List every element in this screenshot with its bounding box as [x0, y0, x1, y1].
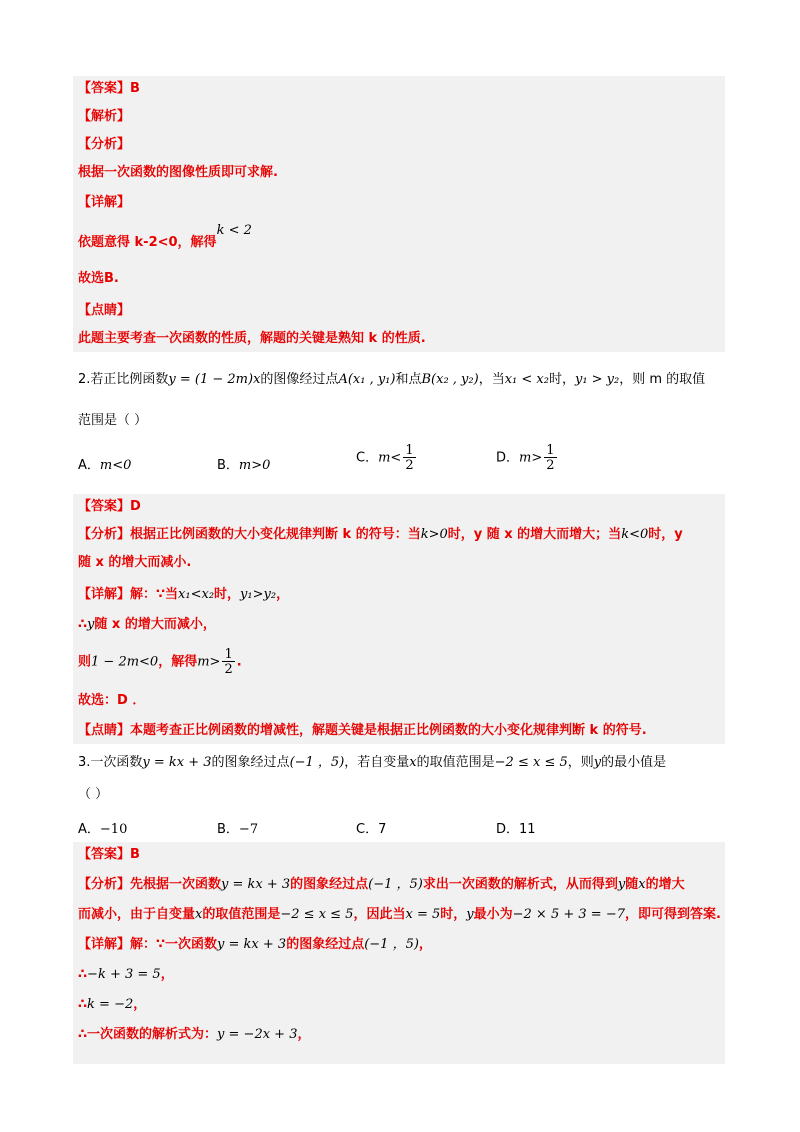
q3-option-b-value: −7	[238, 822, 259, 837]
q2-fenxi-a: 【分析】根据正比例函数的大小变化规律判断 k 的符号：当	[78, 527, 421, 542]
q2-l2-m: y	[87, 617, 95, 632]
q2-l3-m2: m>	[197, 654, 221, 670]
q2-option-b-math: m>0	[238, 458, 271, 473]
q2-stem-line2: 范围是（ ）	[78, 413, 148, 428]
q2-l3-fraction	[222, 648, 234, 676]
q3-stem-c: ，若自变量	[344, 755, 410, 770]
q2-fenxi-line1	[78, 526, 683, 544]
q2-xiangjie-b: 时，	[214, 587, 241, 602]
q2-stem-d: ，当	[478, 372, 505, 387]
q3-l3-b: ，	[133, 997, 147, 1012]
q2-l3-num: 1	[224, 647, 233, 662]
q2-stem-math2: A(x₁ , y₁)	[338, 372, 396, 387]
q3-stem-m1: y = kx + 3	[142, 755, 212, 770]
q2-stem-math5: y₁ > y₂	[574, 372, 620, 387]
q2-option-c	[356, 444, 418, 472]
q2-option-b-letter: B．	[217, 458, 239, 473]
q2-stem-a: 2.若正比例函数	[78, 372, 169, 387]
q2-answer: 【答案】D	[78, 499, 141, 514]
q2-l2-a: ∴	[78, 617, 88, 632]
q3-fenxi2-d: 时，	[440, 907, 467, 922]
q3-fenxi2-m1: x	[195, 907, 203, 922]
q3-fenxi2-m5: −2 × 5 + 3 = −7	[512, 907, 625, 922]
q3-xiangjie-line4	[78, 1026, 311, 1044]
q3-l4-m: y = −2x + 3	[217, 1027, 298, 1042]
q2-fenxi-m1: k>0	[420, 527, 448, 542]
q1-xiangjie-math: k < 2	[216, 223, 252, 238]
q2-option-a	[78, 454, 131, 473]
q2-dianjing: 【点睛】本题考查正比例函数的增减性，解题关键是根据正比例函数的大小变化规律判断 k 的符号.	[78, 723, 647, 738]
q3-xiangjie-m2: (−1 ，5)	[364, 937, 419, 952]
q3-fenxi2-e: 最小为	[473, 907, 513, 922]
q2-option-d-fraction	[544, 444, 556, 472]
q3-fenxi2-b: 的取值范围是	[202, 907, 281, 922]
q1-dianjing-heading: 【点睛】	[78, 303, 131, 318]
q3-fenxi-b: 的图象经过点	[290, 877, 369, 892]
q3-fenxi-a: 【分析】先根据一次函数	[78, 877, 222, 892]
q2-option-c-letter: C．	[356, 450, 379, 466]
q3-fenxi2-m2: −2 ≤ x ≤ 5	[280, 907, 354, 922]
q1-answer: 【答案】B	[78, 81, 140, 96]
q1-choice: 故选B.	[78, 271, 119, 286]
q3-fenxi2-c: ，因此当	[353, 907, 406, 922]
q2-option-a-math: m<0	[99, 458, 132, 473]
q2-option-d-den: 2	[546, 458, 555, 473]
q3-option-d-letter: D．	[496, 822, 520, 837]
q1-dianjing-text: 此题主要考查一次函数的性质，解题的关键是熟知 k 的性质.	[78, 331, 426, 346]
q2-option-c-fraction	[403, 444, 415, 472]
q3-fenxi2-f: ，即可得到答案.	[624, 907, 721, 922]
q3-stem-m2: (−1 ，5)	[289, 755, 345, 770]
q3-stem-d: 的取值范围是	[416, 755, 495, 770]
q3-stem-m4: −2 ≤ x ≤ 5	[494, 755, 568, 770]
q3-fenxi2-m4: y	[466, 907, 474, 922]
q3-l4-b: ，	[297, 1027, 311, 1042]
q3-xiangjie-line2	[78, 966, 174, 984]
q1-xiangjie-text-a: 依题意得 k-2<0，解得	[78, 235, 217, 250]
q2-l3-b: ，解得	[158, 654, 198, 670]
q2-option-c-num: 1	[405, 443, 414, 458]
q3-xiangjie-b: 的图象经过点	[286, 937, 365, 952]
q2-option-d-num: 1	[546, 443, 555, 458]
q3-xiangjie-m1: y = kx + 3	[217, 937, 287, 952]
q3-option-c-letter: C．	[356, 822, 379, 837]
q2-xiangjie-m1: x₁<x₂	[178, 587, 215, 602]
q2-xiangjie-line1	[78, 586, 289, 604]
q3-fenxi2-m3: x = 5	[405, 907, 441, 922]
q2-stem-f: ，则 m 的取值	[619, 372, 706, 387]
q3-option-a-value: −10	[99, 822, 128, 837]
q3-l4-a: ∴一次函数的解析式为：	[78, 1027, 218, 1042]
q2-xiangjie-m2: y₁>y₂	[240, 587, 277, 602]
q2-l3-a: 则	[78, 654, 92, 670]
q3-xiangjie-line1	[78, 936, 432, 954]
q2-xiangjie-c: ，	[276, 587, 290, 602]
q2-fenxi-c: 时，y	[648, 527, 683, 542]
q3-fenxi-m2: (−1 ，5)	[368, 877, 423, 892]
q3-fenxi-m1: y = kx + 3	[221, 877, 291, 892]
q3-stem-line2: （ ）	[78, 787, 109, 802]
q1-xiangjie-heading: 【详解】	[78, 195, 131, 210]
q3-l3-a: ∴	[78, 997, 88, 1012]
q3-fenxi-m4: x	[638, 877, 646, 892]
q2-stem-math1: y = (1 − 2m)x	[168, 372, 261, 387]
q3-xiangjie-c: ，	[418, 937, 432, 952]
q2-l2-b: 随 x 的增大而减小，	[94, 617, 216, 632]
q3-xiangjie-a: 【详解】解：∵一次函数	[78, 937, 218, 952]
q2-option-b	[217, 454, 270, 473]
q1-fenxi-text: 根据一次函数的图像性质即可求解.	[78, 165, 278, 180]
q1-analysis-heading: 【解析】	[78, 109, 131, 124]
q3-l3-m: k = −2	[87, 997, 134, 1012]
q3-fenxi-line2	[78, 906, 721, 924]
q3-stem-m5: y	[593, 755, 602, 770]
q2-xiangjie-a: 【详解】解：∵当	[78, 587, 179, 602]
q2-option-d-letter: D．	[496, 450, 520, 466]
q3-stem-line1	[78, 754, 666, 772]
q3-stem-b: 的图象经过点	[211, 755, 290, 770]
q2-xiangjie-line2	[78, 616, 216, 634]
q3-option-d-value: 11	[519, 822, 536, 837]
q2-fenxi-b: 时，y 随 x 的增大而增大；当	[447, 527, 622, 542]
q2-stem-c: 和点	[395, 372, 422, 387]
q1-fenxi-heading: 【分析】	[78, 137, 131, 152]
q2-option-d	[496, 444, 559, 472]
q3-stem-f: 的最小值是	[601, 755, 667, 770]
q3-xiangjie-line3	[78, 996, 146, 1014]
q2-fenxi-line2: 随 x 的增大而减小.	[78, 555, 192, 570]
q2-l3-den: 2	[224, 662, 233, 677]
q2-option-a-letter: A．	[78, 458, 100, 473]
q2-stem-line1	[78, 371, 705, 389]
q2-stem-math3: B(x₂ , y₂)	[421, 372, 479, 387]
q3-fenxi-d: 随	[625, 877, 639, 892]
q3-fenxi-line1	[78, 876, 685, 894]
q3-fenxi-c: 求出一次函数的解析式，从而得到	[422, 877, 618, 892]
q3-stem-m3: x	[409, 755, 417, 770]
q2-choice: 故选：D ．	[78, 693, 146, 708]
q3-answer: 【答案】B	[78, 847, 140, 862]
q3-option-a	[78, 818, 127, 837]
q2-option-d-math: m>	[519, 450, 543, 466]
q3-fenxi2-a: 而减小，由于自变量	[78, 907, 196, 922]
q2-stem-math4: x₁ < x₂	[504, 372, 549, 387]
q2-l3-c: .	[236, 654, 242, 670]
q1-xiangjie-text	[78, 223, 252, 252]
q2-option-c-den: 2	[405, 458, 414, 473]
q3-stem-a: 3.一次函数	[78, 755, 143, 770]
q2-xiangjie-line3	[78, 648, 242, 676]
q3-option-c-value: 7	[378, 822, 387, 837]
q3-l2-m: −k + 3 = 5	[87, 967, 161, 982]
q3-option-d	[496, 818, 536, 837]
q3-option-c	[356, 818, 386, 837]
q2-l3-m: 1 − 2m<0	[91, 654, 159, 670]
q2-stem-b: 的图像经过点	[260, 372, 339, 387]
q2-fenxi-m2: k<0	[621, 527, 649, 542]
q2-stem-e: 时，	[548, 372, 575, 387]
q3-option-a-letter: A．	[78, 822, 100, 837]
q3-option-b-letter: B．	[217, 822, 239, 837]
q3-stem-e: ，则	[567, 755, 594, 770]
q3-fenxi-e: 的增大	[645, 877, 685, 892]
q3-option-b	[217, 818, 258, 837]
q3-fenxi-m3: y	[617, 877, 626, 892]
q3-l2-b: ，	[160, 967, 174, 982]
q2-option-c-math: m<	[378, 450, 402, 466]
q1-solution-block	[73, 76, 725, 352]
q3-l2-a: ∴	[78, 967, 88, 982]
